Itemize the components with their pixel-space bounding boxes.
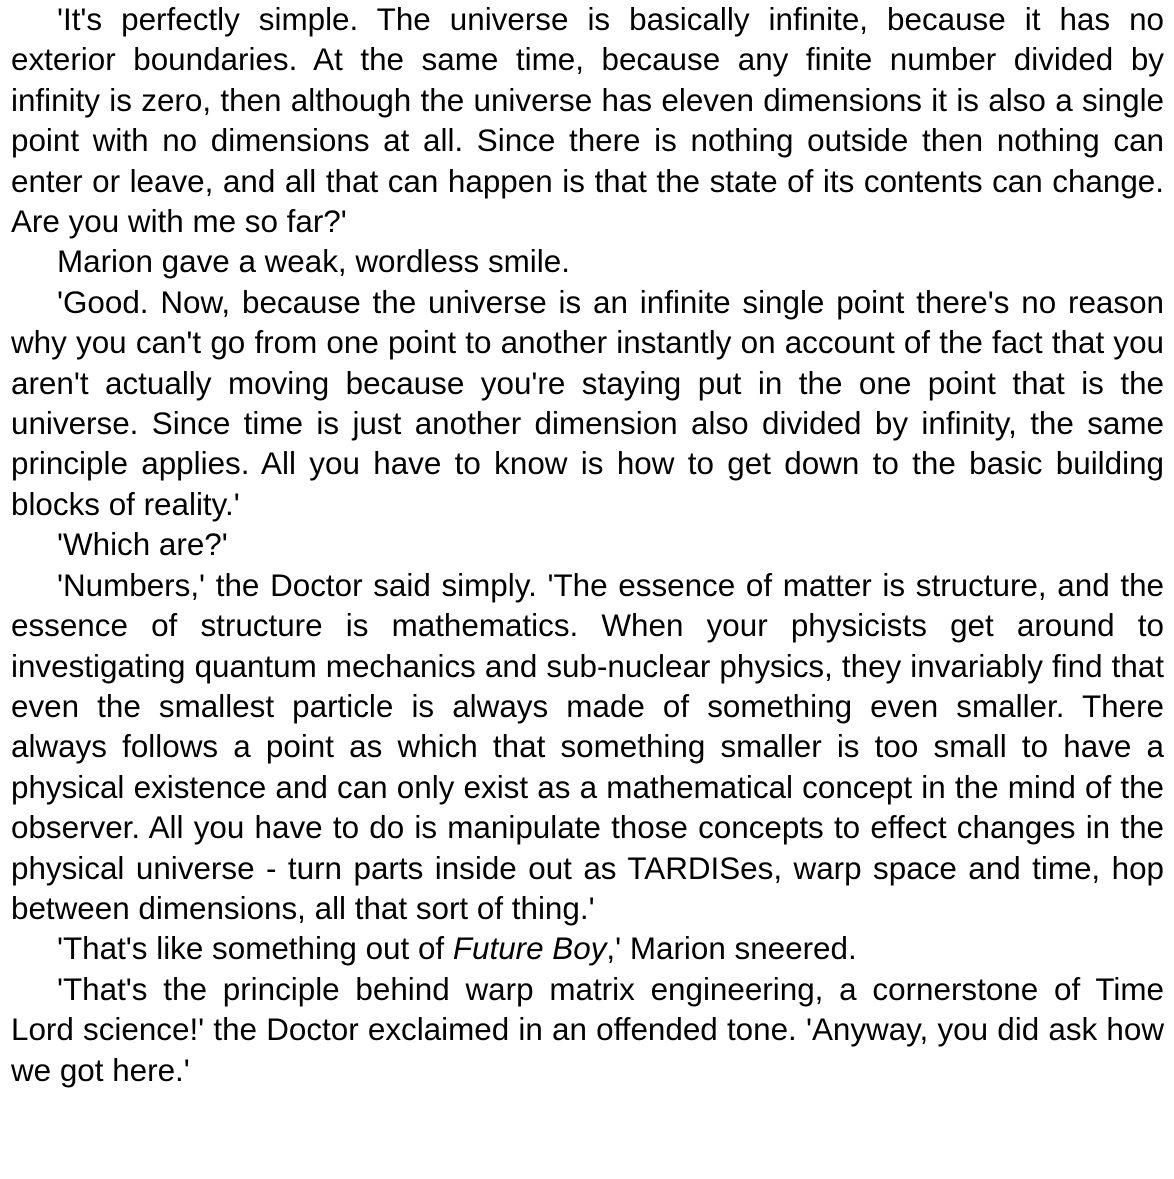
book-title-italic: Future Boy <box>452 931 607 967</box>
paragraph-4: 'Which are?' <box>57 527 228 563</box>
paragraph-1: 'It's perfectly simple. The universe is basically infinite, because it has no exterior boundaries. At the same time, because any finite number divided by infinity is zero, then although the universe has eleven dimensions it is also a single point with no dimensions at all. Since there is nothing outside then nothing can enter or leave, and all that can happen is that the state of its contents can change. Are you with me so far?' <box>11 2 1164 240</box>
paragraph-7: 'That's the principle behind warp matrix engineering, a cornerstone of Time Lord science!' the Doctor exclaimed in an offended tone. 'Anyway, you did ask how we got here.' <box>11 971 1164 1088</box>
paragraph-2: Marion gave a weak, wordless smile. <box>57 244 570 280</box>
paragraph-6 <box>11 929 1164 969</box>
paragraph-6-before: 'That's like something out of <box>57 931 453 967</box>
paragraph-3: 'Good. Now, because the universe is an infinite single point there's no reason why you can't go from one point to another instantly on account of the fact that you aren't actually moving because you're staying put in the one point that is the universe. Since time is just another dimension also divided by infinity, the same principle applies. All you have to know is how to get down to the basic building blocks of reality.' <box>11 284 1164 522</box>
paragraph-5: 'Numbers,' the Doctor said simply. 'The essence of matter is structure, and the essence of structure is mathematics. When your physicists get around to investigating quantum mechanics and sub-nuclear physics, they invariably find that even the smallest particle is always made of something even smaller. There always follows a point as which that something smaller is too small to have a physical existence and can only exist as a mathematical concept in the mind of the observer. All you have to do is manipulate those concepts to effect changes in the physical universe - turn parts inside out as TARDISes, warp space and time, hop between dimensions, all that sort of thing.' <box>11 567 1164 926</box>
paragraph-6-after: ,' Marion sneered. <box>606 931 857 967</box>
